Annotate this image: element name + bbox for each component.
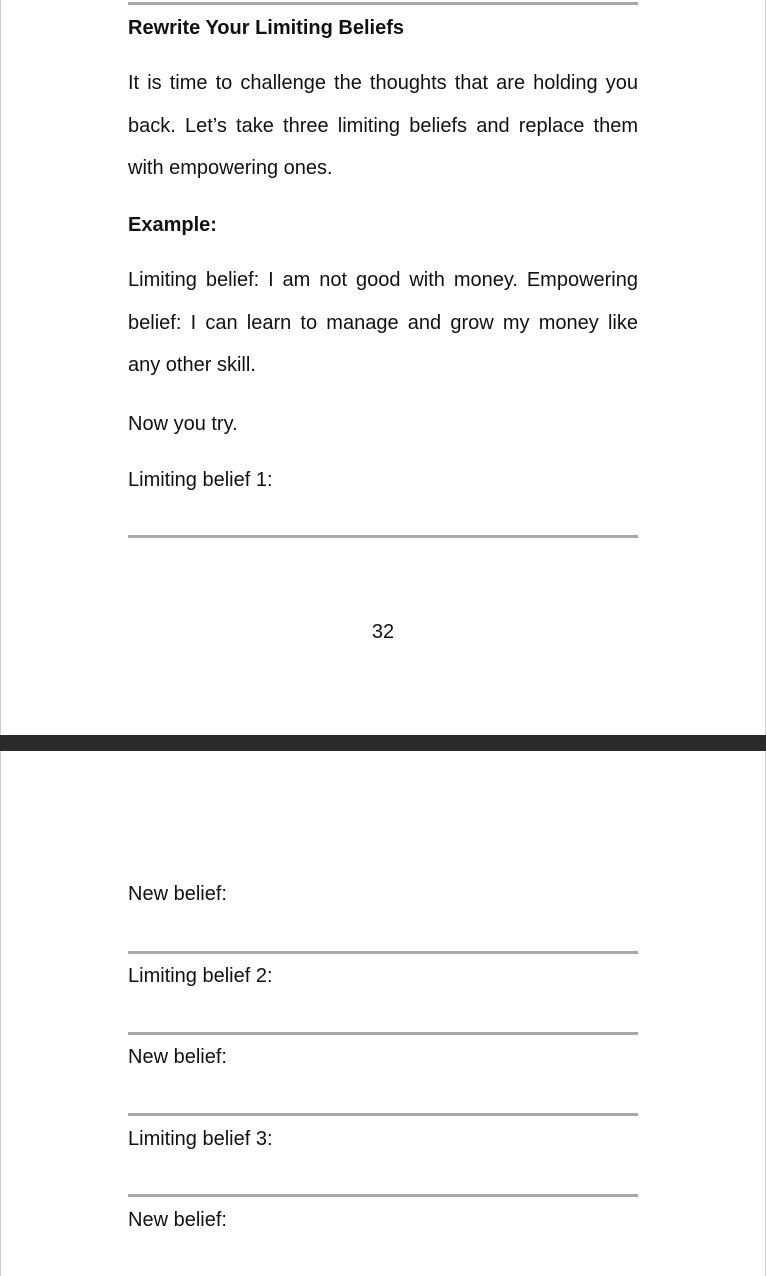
new-belief-2-label: New belief:: [128, 1046, 227, 1068]
example-paragraph: Limiting belief: I am not good with money. Empowering belief: I can learn to manage and grow my money like any other skill.: [128, 269, 638, 376]
page-number: 32: [371, 621, 395, 643]
limiting-belief-2-answer-line: [128, 1032, 638, 1035]
document-page-bottom: [0, 751, 766, 1276]
limiting-belief-1-label: Limiting belief 1:: [128, 469, 273, 491]
new-belief-2-answer-line: [128, 1113, 638, 1116]
limiting-belief-3-answer-line: [128, 1194, 638, 1197]
new-belief-1-label: New belief:: [128, 883, 227, 905]
limiting-belief-2-label: Limiting belief 2:: [128, 965, 273, 987]
limiting-belief-1-answer-line: [128, 535, 638, 538]
limiting-belief-3-label: Limiting belief 3:: [128, 1128, 273, 1150]
new-belief-3-label: New belief:: [128, 1209, 227, 1231]
section-heading: Rewrite Your Limiting Beliefs: [128, 17, 404, 39]
page-separator: [0, 735, 766, 751]
intro-paragraph: It is time to challenge the thoughts that are holding you back. Let’s take three limiting beliefs and replace them with empowering ones.: [128, 72, 638, 179]
example-heading: Example:: [128, 214, 217, 236]
now-you-try-text: Now you try.: [128, 413, 238, 435]
new-belief-1-answer-line: [128, 951, 638, 954]
top-rule-line: [128, 2, 638, 5]
